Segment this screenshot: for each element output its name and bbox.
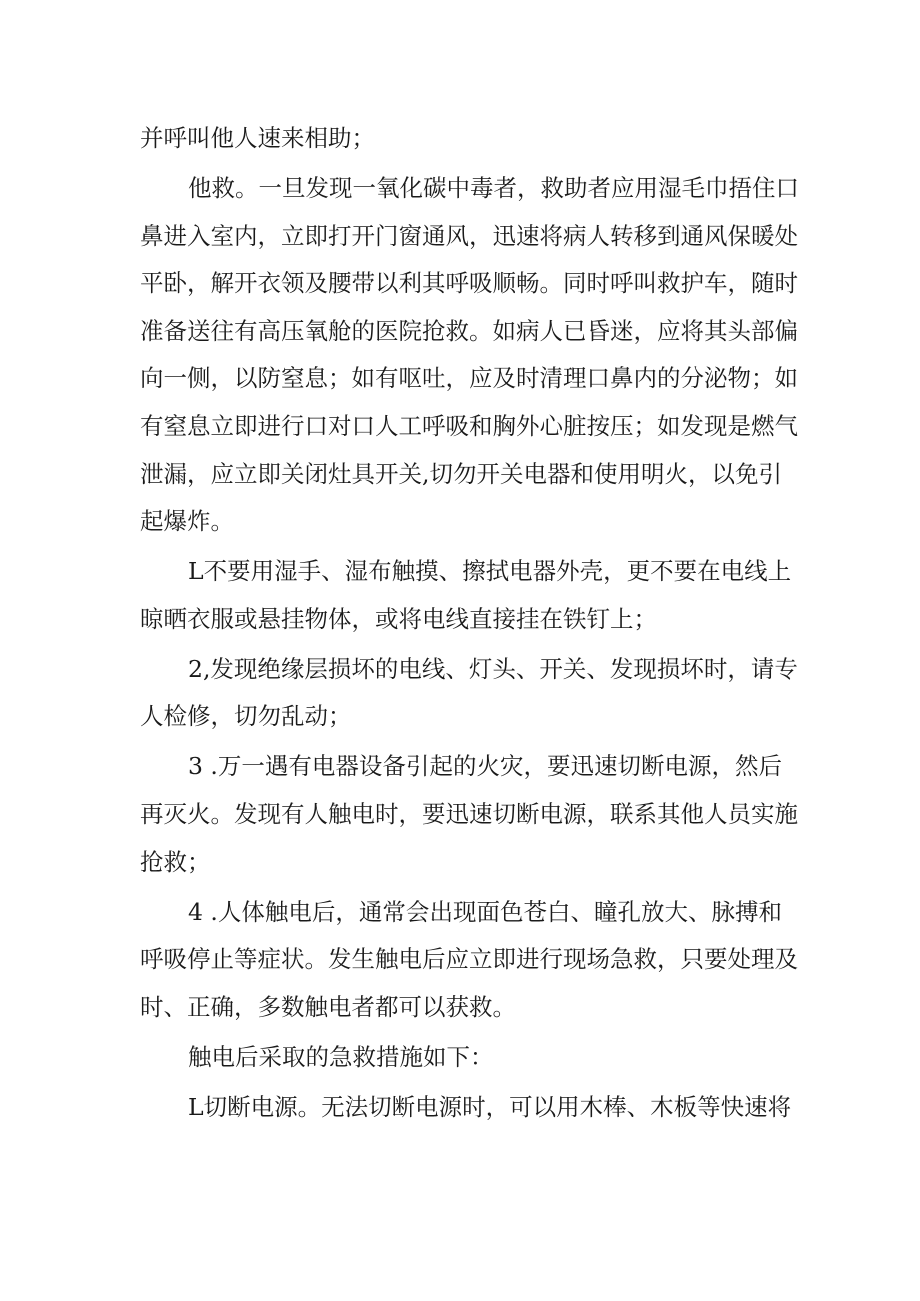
text-line: L不要用湿手、湿布触摸、擦拭电器外壳，更不要在电线上: [188, 557, 792, 585]
text-line: 时、正确，多数触电者都可以获救。: [140, 993, 516, 1021]
text-line: 呼吸停止等症状。发生触电后应立即进行现场急救，只要处理及: [140, 945, 798, 973]
text-line: 2,发现绝缘层损坏的电线、灯头、开关、发现损坏时，请专: [188, 655, 798, 683]
text-line: 抢救；: [140, 848, 211, 876]
text-line: 准备送往有高压氧舱的医院抢救。如病人已昏迷，应将其头部偏: [140, 317, 798, 345]
text-line: 平卧，解开衣领及腰带以利其呼吸顺畅。同时呼叫救护车，随时: [140, 269, 798, 297]
text-line: 再灭火。发现有人触电时，要迅速切断电源，联系其他人员实施: [140, 800, 798, 828]
text-line: 3 .万一遇有电器设备引起的火灾，要迅速切断电源，然后: [188, 752, 782, 780]
text-line: L切断电源。无法切断电源时，可以用木棒、木板等快速将: [188, 1093, 792, 1121]
text-line: 触电后采取的急救措施如下：: [188, 1043, 494, 1071]
text-line: 向一侧，以防窒息；如有呕吐，应及时清理口鼻内的分泌物；如: [140, 364, 798, 392]
text-line: 鼻进入室内，立即打开门窗通风，迅速将病人转移到通风保暖处: [140, 222, 798, 250]
text-line: 人检修，切勿乱动；: [140, 702, 352, 730]
text-line: 起爆炸。: [140, 507, 234, 535]
text-line: 他救。一旦发现一氧化碳中毒者，救助者应用湿毛巾捂住口: [188, 174, 799, 202]
text-line: 并呼叫他人速来相助；: [140, 124, 375, 152]
text-line: 泄漏，应立即关闭灶具开关,切勿开关电器和使用明火，以免引: [140, 460, 782, 488]
text-line: 有窒息立即进行口对口人工呼吸和胸外心脏按压；如发现是燃气: [140, 412, 798, 440]
text-line: 晾晒衣服或悬挂物体，或将电线直接挂在铁钉上；: [140, 605, 657, 633]
text-line: 4 .人体触电后，通常会出现面色苍白、瞳孔放大、脉搏和: [188, 898, 782, 926]
